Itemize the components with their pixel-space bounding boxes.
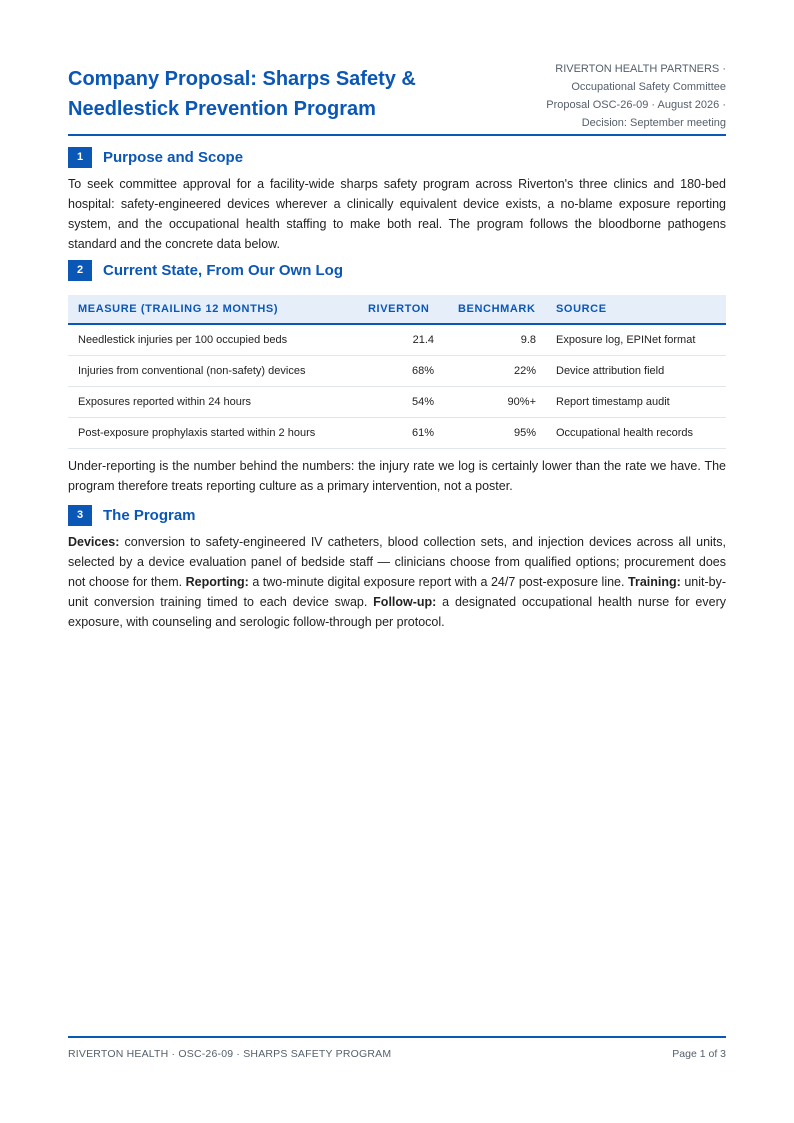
cell-source: Report timestamp audit — [556, 396, 670, 408]
cell-benchmark: 22% — [513, 365, 536, 377]
purpose-paragraph: To seek committee approval for a facility-wide sharps safety program across Riverton's three clinics and 180-bed hospital: safety-engineered devices wherever a clinically equivalent device exists, a no-blame exposure reporting system, and the occupational health staffing to make both real. The program follows the bloodborne pathogens standard and the concrete data below. — [68, 177, 726, 251]
reporting-text: a two-minute digital exposure report with a 24/7 post-exposure line. — [248, 575, 629, 589]
table-header-row — [68, 295, 726, 325]
cell-benchmark: 90%+ — [507, 396, 536, 408]
section-title: Purpose and Scope — [103, 148, 244, 166]
devices-label: Devices: — [68, 535, 120, 549]
document-footer — [68, 1036, 726, 1060]
section-title: Current State, From Our Own Log — [103, 261, 344, 279]
column-header-riverton: RIVERTON — [368, 303, 430, 315]
cell-riverton: 68% — [411, 365, 434, 377]
table-row — [68, 325, 726, 356]
table-row — [68, 418, 726, 449]
section-number-badge: 3 — [68, 505, 92, 526]
document-title: Company Proposal: Sharps Safety & Needlestick Prevention Program — [68, 68, 416, 120]
cell-riverton: 61% — [411, 427, 434, 439]
meta-proposal-id: Proposal OSC-26-09 · August 2026 · — [546, 99, 726, 111]
footer-document-id: RIVERTON HEALTH · OSC-26-09 · SHARPS SAFETY PROGRAM — [68, 1048, 392, 1060]
column-header-source: SOURCE — [556, 303, 607, 315]
under-reporting-paragraph: Under-reporting is the number behind the numbers: the injury rate we log is certainly lower than the rate we have. The program therefore treats reporting culture as a primary intervention, not a poster. — [68, 459, 726, 493]
column-header-measure: MEASURE (TRAILING 12 MONTHS) — [78, 303, 279, 315]
table-row — [68, 356, 726, 387]
cell-measure: Exposures reported within 24 hours — [78, 396, 252, 408]
section-title: The Program — [103, 506, 196, 524]
meta-committee: Occupational Safety Committee — [571, 81, 726, 93]
cell-source: Device attribution field — [556, 365, 665, 377]
cell-riverton: 54% — [411, 396, 434, 408]
training-label: Training: — [628, 575, 681, 589]
column-header-benchmark: BENCHMARK — [458, 303, 536, 315]
follow-up-text: a designated occupational health nurse for every exposure, with counseling and serologic follow-through per protocol. — [68, 595, 726, 629]
document-header — [68, 56, 726, 136]
current-state-table — [68, 295, 726, 449]
follow-up-label: Follow-up: — [373, 595, 437, 609]
cell-benchmark: 9.8 — [520, 334, 536, 346]
cell-source: Occupational health records — [556, 427, 693, 439]
page-number: Page 1 of 3 — [672, 1048, 726, 1060]
reporting-label: Reporting: — [185, 575, 249, 589]
cell-measure: Injuries from conventional (non-safety) devices — [78, 365, 306, 377]
cell-measure: Needlestick injuries per 100 occupied beds — [78, 334, 288, 346]
program-paragraph — [68, 532, 726, 632]
cell-riverton: 21.4 — [412, 334, 434, 346]
cell-measure: Post-exposure prophylaxis started within 2 hours — [78, 427, 316, 439]
meta-organization: RIVERTON HEALTH PARTNERS · — [555, 63, 726, 75]
meta-decision: Decision: September meeting — [581, 117, 726, 129]
section-heading-current-state — [68, 259, 343, 281]
cell-source: Exposure log, EPINet format — [556, 334, 696, 346]
document-meta — [466, 60, 726, 132]
devices-text: conversion to safety-engineered IV catheters, blood collection sets, and injection devices across all units, selected by a device evaluation panel of bedside staff — clinicians choose from qualified options; procurement does not choose for them. — [68, 535, 726, 589]
section-heading-program — [68, 504, 196, 526]
table-row — [68, 387, 726, 418]
section-number-badge: 2 — [68, 260, 92, 281]
section-number-badge: 1 — [68, 147, 92, 168]
document-page — [68, 0, 726, 1123]
cell-benchmark: 95% — [513, 427, 536, 439]
training-text: unit-by-unit conversion training timed to each device swap. — [68, 575, 726, 609]
section-heading-purpose — [68, 146, 243, 168]
